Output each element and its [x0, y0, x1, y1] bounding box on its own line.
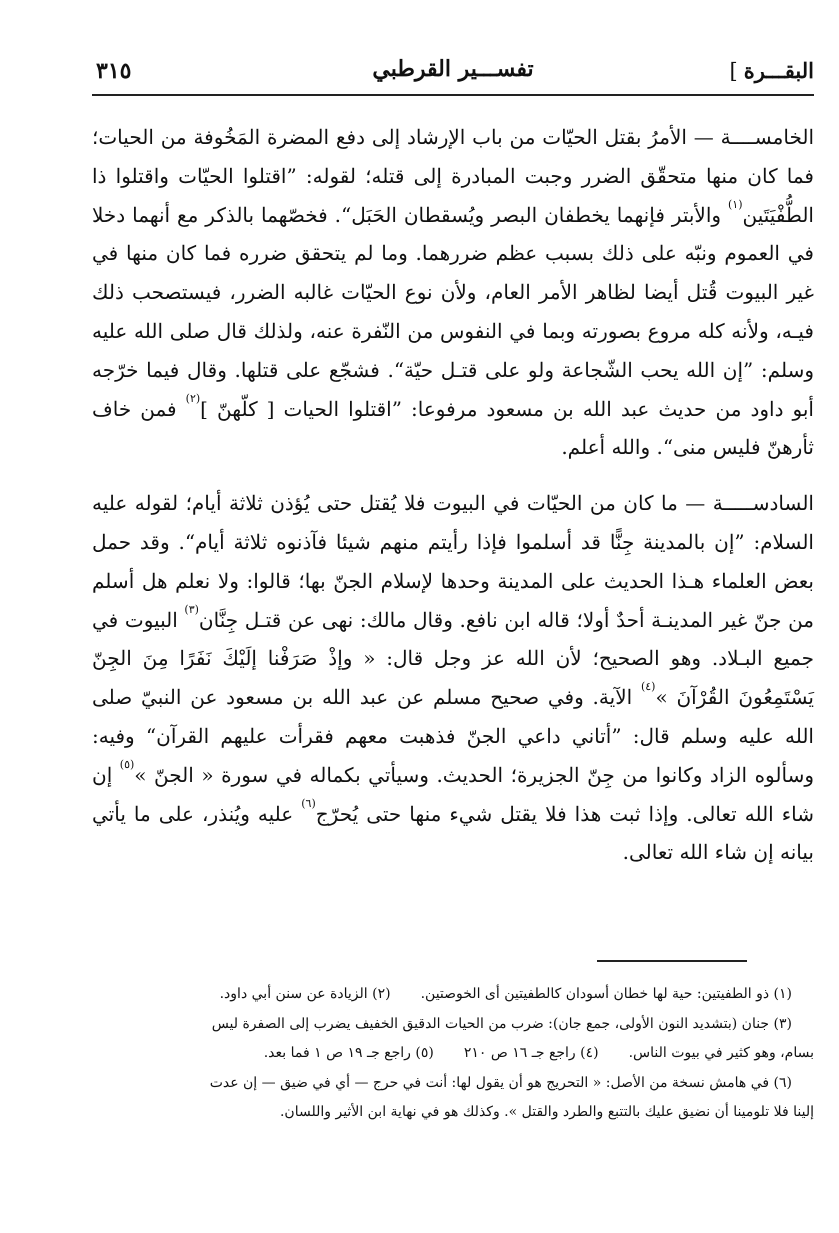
footnote-6: (٦) في هامش نسخة من الأصل: « التحريج هو أن يقول لها: أنت في حرج — أي في ضيق — إن عدت	[209, 1074, 792, 1091]
paragraph-text: والأبتر فإنهما يخطفان البصر ويُسقطان الحَبَل“. فخصّهما بالذكر مع أنهما دخلا في العموم ونبّه على ذلك بسبب عظم ضررهما. وما لم يتحقق ضرره فما كان منها في غير البيوت قُتل أيضا لظاهر الأمر العام، ولأن نوع الحيّات غالبه الضرر، فيستصحب ذلك فيـه، ولأنه كله مروع بصورته وبما في النفوس من النّفرة عنه، ولذلك قال صلى الله عليه وسلم: ”إن الله يحب الشّجاعة ولو على قتـل حيّة“. فشجّع على قتلها. وقال فيما خرّجه أبو داود من حديث عبد الله بن مسعود مرفوعا: ”اقتلوا الحيات [ كلّهنّ ]	[92, 202, 814, 421]
book-title: تفســـير القرطبي	[372, 56, 534, 82]
footnote-marker: (١)	[727, 197, 743, 211]
surah-label: البقـــرة	[743, 58, 814, 83]
footnote-line	[92, 980, 814, 1010]
main-text	[92, 118, 814, 872]
footnote-marker: (٢)	[185, 391, 201, 405]
footnote-6-cont: إلينا فلا تلومينا أن نضيق عليك بالتتبع والطرد والقتل ». وكذلك هو في نهاية ابن الأثير واللسان.	[279, 1104, 814, 1120]
paragraph-text: الخامســــة — الأمرُ بقتل الحيّات من باب الإرشاد إلى دفع المضرة المَخُوفة من الحيات؛ فما كان منها متحقّق الضرر وجبت المبادرة إلى قتله؛ لقوله: ”اقتلوا الحيّات واقتلوا ذا الطُّفْيَتَين	[92, 125, 814, 227]
footnote-1: (١) ذو الطفيتين: حية لها خطان أسودان كالطفيتين أى الخوصتين.	[420, 986, 792, 1002]
footnote-4: (٤) راجع جـ ١٦ ص ٢١٠	[463, 1045, 599, 1061]
footnote-5: (٥) راجع جـ ١٩ ص ١ فما بعد.	[263, 1045, 434, 1061]
footnote-marker: (٤)	[640, 680, 656, 694]
paragraph-sixth	[92, 484, 814, 872]
paragraph-text: الآية. وفي صحيح مسلم عن عبد الله بن مسعود عن النبيّ صلى الله عليه وسلم قال: ”أتاني داعي الجنّ فذهبت معهم فقرأت عليهم القرآن“ وفيه: وسألوه الزاد وكانوا من جِنّ الجزيرة؛ الحديث. وسيأتي بكماله في سورة « الجنّ »	[92, 685, 814, 787]
paragraph-text: عليه ويُنذر، على ما يأتي بيانه إن شاء الله تعالى.	[92, 801, 814, 865]
page-number: ٣١٥	[96, 58, 132, 84]
paragraph-text: فمن خاف ثأرهنّ فليس منى“. والله أعلم.	[92, 396, 814, 460]
footnote-line	[92, 1039, 814, 1069]
paragraph-text: البيوت في جميع البـلاد. وهو الصحيح؛ لأن الله عز وجل قال: « وإذْ صَرَفْنا إلَيْكَ نَفَرًا مِنَ الجِنّ يَسْتَمِعُونَ القُرْآنَ »	[92, 607, 814, 710]
footnote-marker: (٣)	[184, 602, 199, 616]
paragraph-fifth	[92, 118, 814, 467]
running-header	[92, 48, 814, 96]
paragraph-text: السادســـــة — ما كان من الحيّات في البيوت فلا يُقتل حتى يُؤذن ثلاثة أيام؛ لقوله عليه السلام: ”إن بالمدينة جِنًّا قد أسلموا فإذا رأيتم منهم شيئا فآذنوه ثلاثة أيام“. وقد حمل بعض العلماء هـذا الحديث على المدينة وحدها لإسلام الجنّ بها؛ قالوا: ولا نعلم هل أسلم من جنّ غير المدينـة أحدٌ أولا؛ قاله ابن نافع. وقال مالك: نهى عن قتـل جِنَّان	[92, 491, 815, 632]
header-bracket: ]	[729, 59, 738, 83]
footnote-3-cont: بسام، وهو كثير في بيوت الناس.	[628, 1045, 814, 1061]
paragraph-text: إن شاء الله تعالى. وإذا ثبت هذا فلا يقتل شيء منها حتى يُحرّج	[92, 762, 814, 826]
footnote-2: (٢) الزيادة عن سنن أبي داود.	[219, 986, 391, 1002]
footnotes	[92, 980, 814, 1128]
footnote-3: (٣) جنان (بتشديد النون الأولى، جمع جان): ضرب من الحيات الدقيق الخفيف يضرب إلى الصفرة ليس	[211, 1015, 792, 1032]
footnote-divider	[597, 960, 747, 962]
footnote-marker: (٦)	[301, 796, 316, 810]
footnote-marker: (٥)	[119, 757, 135, 771]
